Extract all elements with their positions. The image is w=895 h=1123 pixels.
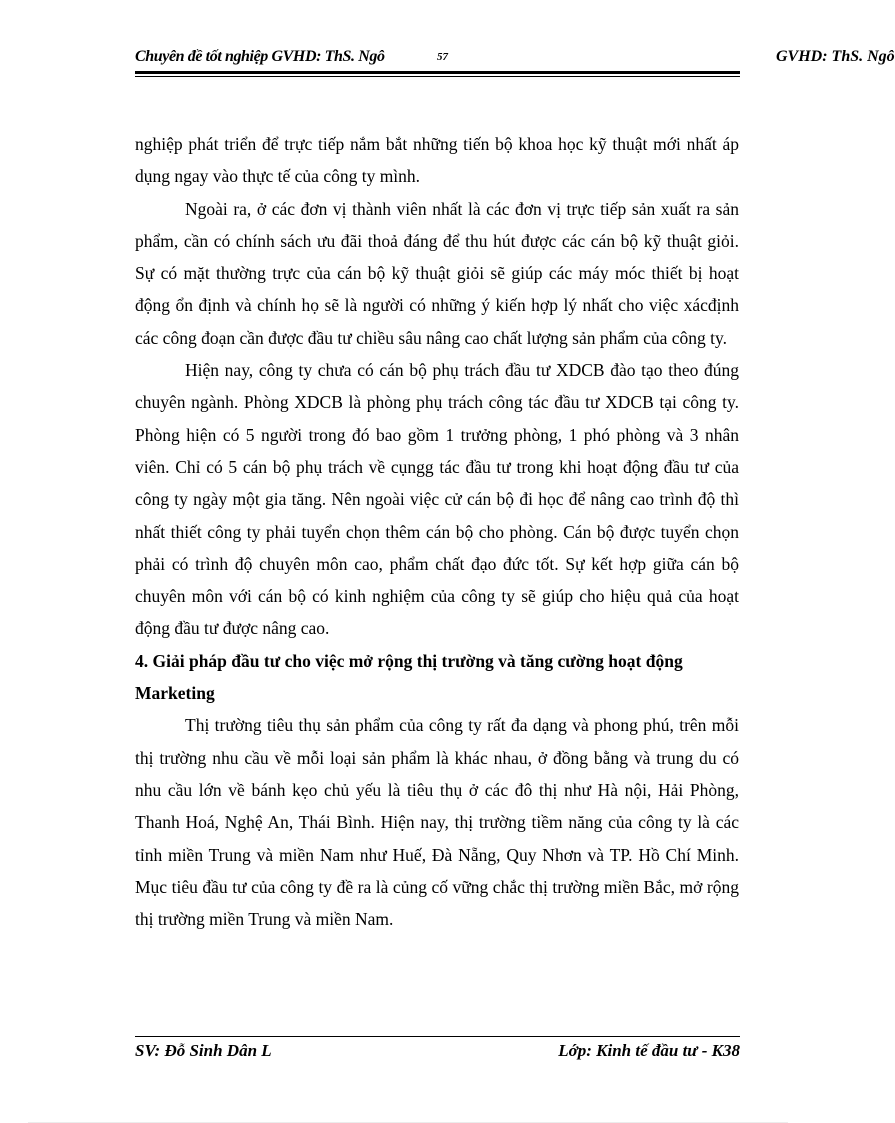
paragraph-market: Thị trường tiêu thụ sản phẩm của công ty rất đa dạng và phong phú, trên mỗi thị trường nhu cầu về mỗi loại sản phẩm là khác nhau, ở đồng bằng và trung du có nhu cầu lớn về bánh kẹo chủ yếu là tiêu thụ ở các đô thị như Hà nội, Hải Phòng, Thanh Hoá, Nghệ An, Thái Bình. Hiện nay, thị trường tiềm năng của công ty là các tỉnh miền Trung và miền Nam như Huế, Đà Nẵng, Quy Nhơn và TP. Hồ Chí Minh. Mục tiêu đầu tư của công ty đề ra là củng cố vững chắc thị trường miền Bắc, mở rộng thị trường miền Trung và miền Nam. [135, 715, 739, 930]
document-body [135, 128, 739, 935]
header-rule-thin [135, 76, 740, 77]
footer-student: SV: Đỗ Sinh Dân L [135, 1041, 272, 1060]
footer-class: Lớp: Kinh tế đầu tư - K38 [558, 1041, 740, 1060]
section-heading: 4. Giải pháp đầu tư cho việc mở rộng thị trường và tăng cường hoạt động Marketing [135, 650, 683, 704]
header-title: Chuyên đề tốt nghiệp GVHD: ThS. Ngô [135, 48, 385, 65]
paragraph-xdcb-department: Hiện nay, công ty chưa có cán bộ phụ trách đầu tư XDCB đào tạo theo đúng chuyên ngành. Phòng XDCB là phòng phụ trách công tác đầu tư XDCB tại công ty. Phòng hiện có 5 người trong đó bao gồm 1 trưởng phòng, 1 phó phòng và 3 nhân viên. Chỉ có 5 cán bộ phụ trách về cụngg tác đầu tư trong khi hoạt động đầu tư của công ty ngày một gia tăng. Nên ngoài việc cử cán bộ đi học để nâng cao trình độ thì nhất thiết công ty phải tuyển chọn thêm cán bộ cho phòng. Cán bộ được tuyển chọn phải có trình độ chuyên môn cao, phẩm chất đạo đức tốt. Sự kết hợp giữa cán bộ chuyên môn với cán bộ có kinh nghiệm của công ty sẽ giúp cho hiệu quả của hoạt động đầu tư được nâng cao. [135, 360, 739, 639]
paragraph-technical-staff: Ngoài ra, ở các đơn vị thành viên nhất là các đơn vị trực tiếp sản xuất ra sản phẩm, cần có chính sách ưu đãi thoả đáng để thu hút được các cán bộ kỹ thuật giỏi. Sự có mặt thường trực của cán bộ kỹ thuật giỏi sẽ giúp các máy móc thiết bị hoạt động ổn định và chính họ sẽ là người có những ý kiến hợp lý nhất cho việc xácđịnh các công đoạn cần được đầu tư chiều sâu nâng cao chất lượng sản phẩm của công ty. [135, 198, 739, 348]
page-number: 57 [437, 51, 448, 63]
header-rule-thick [135, 71, 740, 74]
paragraph-continuation: nghiệp phát triển để trực tiếp nắm bắt những tiến bộ khoa học kỹ thuật mới nhất áp dụng ngay vào thực tế của công ty mình. [135, 134, 739, 187]
footer-rule [135, 1036, 740, 1037]
header-title-repeat: GVHD: ThS. Ngô [776, 48, 895, 65]
